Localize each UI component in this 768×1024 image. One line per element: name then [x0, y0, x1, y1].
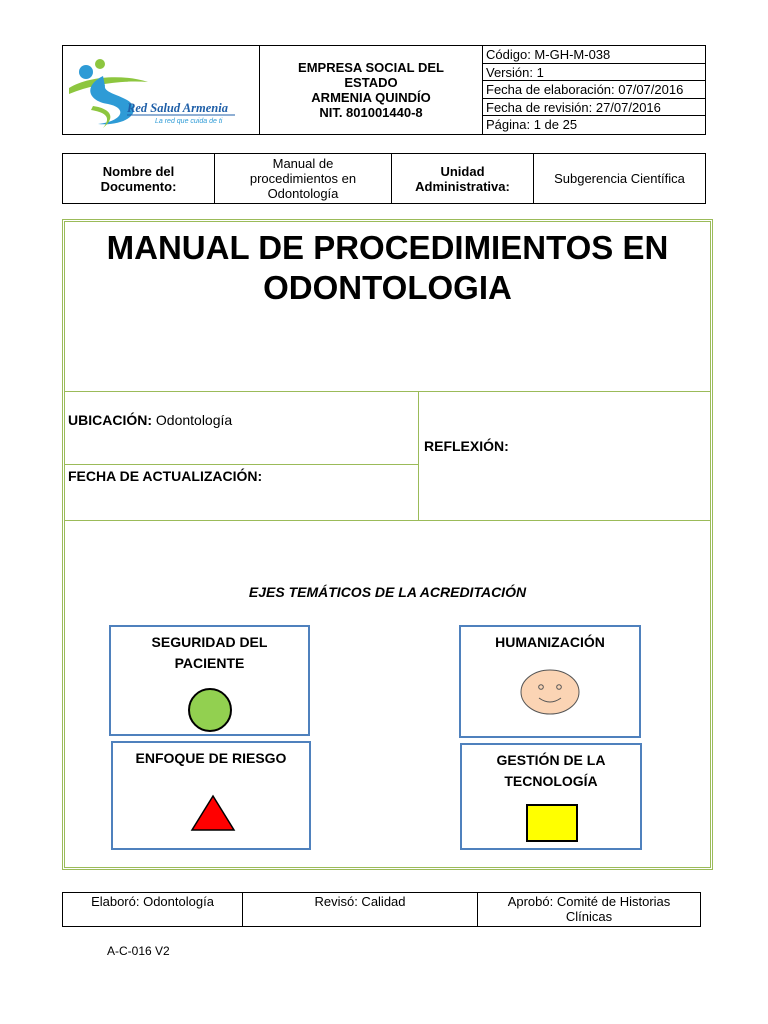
- fecha-actualizacion-label: FECHA DE ACTUALIZACIÓN:: [68, 468, 263, 484]
- eje-riesgo-label: ENFOQUE DE RIESGO: [135, 750, 287, 766]
- meta-fecha-elaboracion: Fecha de elaboración: 07/07/2016: [483, 81, 705, 99]
- meta-version: Versión: 1: [483, 64, 705, 82]
- meta-pagina: Página: 1 de 25: [486, 117, 578, 133]
- main-frame: [62, 219, 713, 870]
- eje-enfoque-riesgo: [111, 741, 311, 850]
- reflexion-cell: [419, 392, 710, 521]
- document-info-table: [62, 153, 706, 204]
- document-name-value: Manual de procedimientos en Odontología: [215, 154, 392, 203]
- logo-cell: [63, 46, 260, 134]
- approval-table: [62, 892, 701, 927]
- smiley-face-icon: [518, 667, 582, 717]
- meta-codigo: Código: M-GH-M-038: [483, 46, 705, 64]
- ejes-tematicos-title: EJES TEMÁTICOS DE LA ACREDITACIÓN: [248, 584, 527, 600]
- aprobo-cell: Aprobó: Comité de Historias Clínicas: [507, 894, 671, 924]
- company-line-1: EMPRESA SOCIAL DEL: [298, 60, 444, 75]
- reviso-cell: Revisó: Calidad: [243, 893, 478, 926]
- title-cell: [65, 222, 710, 392]
- form-code: A-C-016 V2: [107, 944, 170, 958]
- ubicacion-cell: [65, 392, 419, 465]
- eje-seguridad-paciente: [109, 625, 310, 736]
- document-name-label: Nombre del Documento:: [63, 154, 215, 203]
- eje-humanizacion: [459, 625, 641, 738]
- page-title: MANUAL DE PROCEDIMIENTOS EN ODONTOLOGIA: [106, 229, 669, 306]
- company-info: [260, 46, 483, 134]
- company-line-3: ARMENIA QUINDÍO: [311, 90, 431, 105]
- ubicacion-label: UBICACIÓN:: [68, 412, 152, 428]
- green-circle-icon: [187, 687, 233, 733]
- document-meta: [483, 46, 705, 134]
- administrative-unit-value: Subgerencia Científica: [554, 171, 685, 186]
- company-line-2: ESTADO: [344, 75, 398, 90]
- eje-humanizacion-label: HUMANIZACIÓN: [495, 634, 605, 650]
- svg-text:La red que cuida de ti: La red que cuida de ti: [155, 118, 223, 125]
- fecha-actualizacion-cell: [65, 465, 419, 521]
- meta-fecha-revision: Fecha de revisión: 27/07/2016: [483, 99, 705, 117]
- eje-tecnologia-label: GESTIÓN DE LA TECNOLOGÍA: [496, 752, 606, 789]
- company-nit: NIT. 801001440-8: [319, 105, 423, 120]
- red-salud-armenia-logo: [63, 46, 260, 134]
- header-table: [62, 45, 706, 135]
- reflexion-label: REFLEXIÓN:: [424, 438, 509, 454]
- ubicacion-value: Odontología: [152, 412, 233, 428]
- eje-seguridad-label: SEGURIDAD DEL PACIENTE: [151, 634, 268, 671]
- administrative-unit-label: Unidad Administrativa:: [392, 154, 534, 203]
- eje-gestion-tecnologia: [460, 743, 642, 850]
- svg-text:Red Salud Armenia: Red Salud Armenia: [127, 101, 228, 115]
- yellow-square-icon: [526, 804, 578, 842]
- red-triangle-icon: [190, 793, 236, 833]
- elaboro-cell: Elaboró: Odontología: [63, 893, 243, 926]
